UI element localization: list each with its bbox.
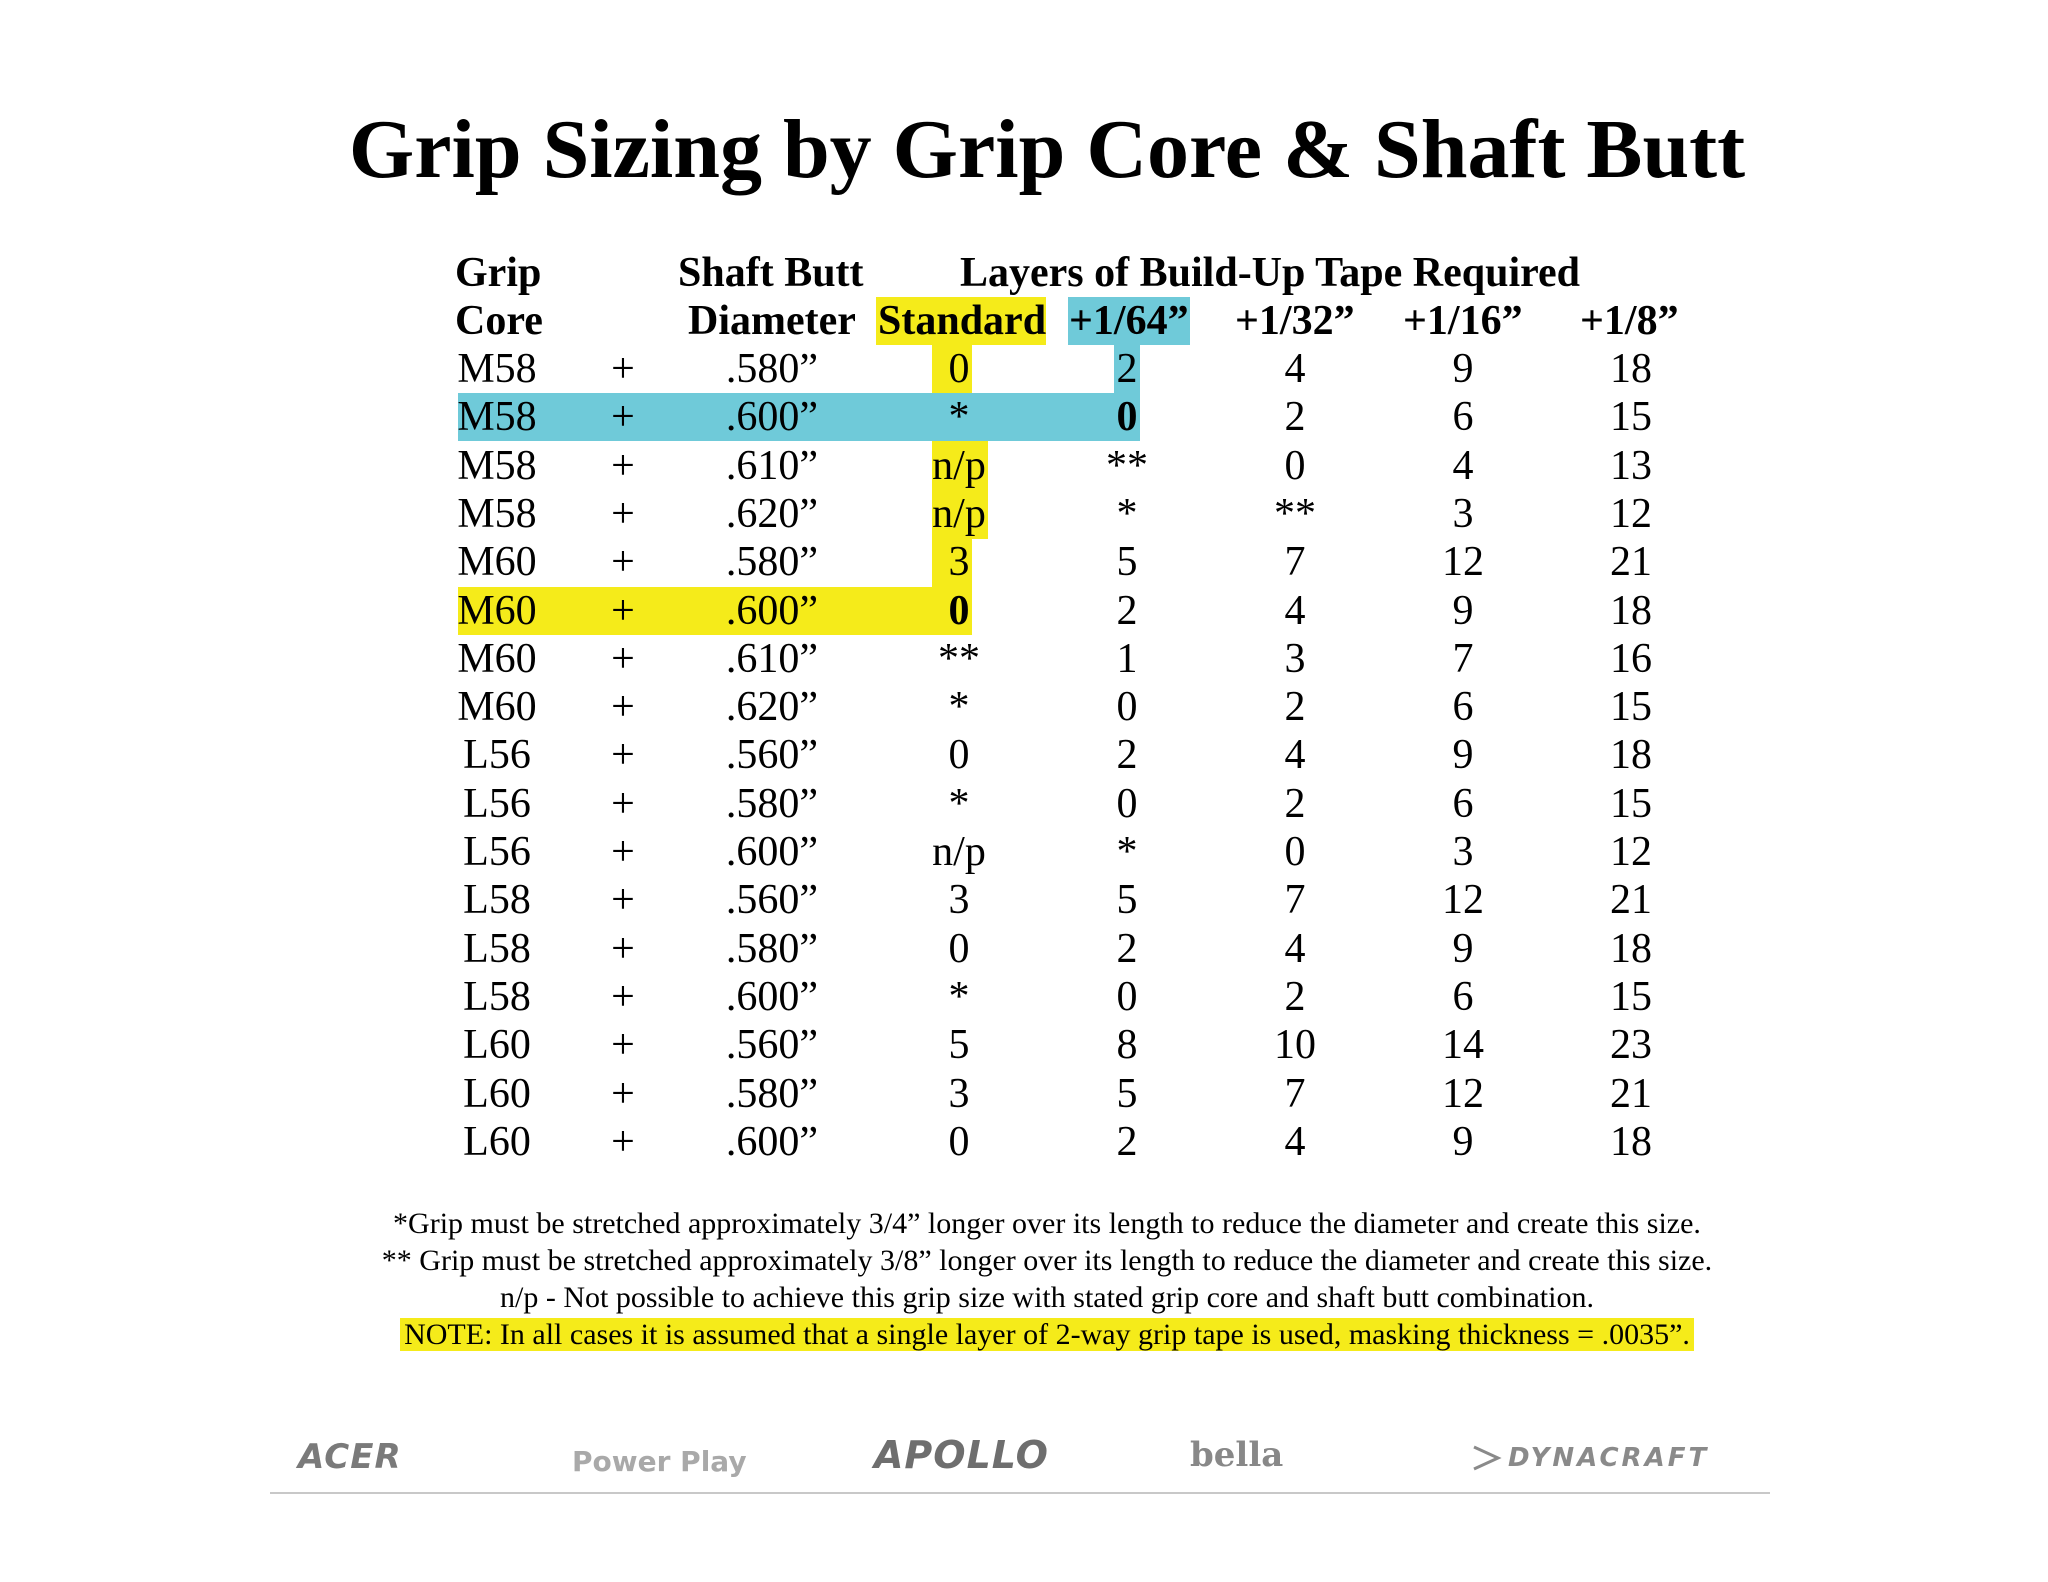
table-cell-s16: 14	[1442, 1022, 1484, 1068]
table-cell-std: n/p	[932, 829, 986, 875]
table-cell-butt: .600”	[725, 588, 819, 634]
table-cell-core: L56	[463, 781, 531, 827]
table-cell-std: *	[948, 684, 970, 730]
table-cell-s64: 2	[1116, 346, 1138, 392]
dynacraft-logo-text: DYNACRAFT	[1508, 1443, 1710, 1473]
table-cell-std: n/p	[932, 443, 986, 489]
table-cell-plus: +	[611, 926, 635, 972]
table-cell-butt: .580”	[725, 781, 819, 827]
table-cell-s16: 9	[1452, 732, 1474, 778]
table-cell-plus: +	[611, 1071, 635, 1117]
table-cell-s8: 15	[1610, 781, 1652, 827]
table-cell-s64: 2	[1116, 1119, 1138, 1165]
header-grip-core-line1: Grip	[455, 250, 542, 296]
table-cell-plus: +	[611, 1119, 635, 1165]
table-cell-s16: 9	[1452, 926, 1474, 972]
table-cell-s64: 0	[1116, 684, 1138, 730]
table-cell-s16: 6	[1452, 974, 1474, 1020]
table-cell-s16: 9	[1452, 588, 1474, 634]
footnote-note-text: NOTE: In all cases it is assumed that a single layer of 2-way grip tape is used, masking thickness = .0035”.	[400, 1318, 1694, 1351]
table-cell-s64: 2	[1116, 926, 1138, 972]
table-cell-plus: +	[611, 539, 635, 585]
table-cell-core: L60	[463, 1119, 531, 1165]
table-cell-plus: +	[611, 974, 635, 1020]
table-cell-core: M60	[457, 588, 537, 634]
table-cell-core: M58	[457, 491, 537, 537]
table-cell-s32: 4	[1284, 346, 1306, 392]
table-cell-plus: +	[611, 394, 635, 440]
table-cell-butt: .560”	[725, 1022, 819, 1068]
table-cell-s8: 18	[1610, 346, 1652, 392]
table-cell-std: 5	[948, 1022, 970, 1068]
table-cell-s32: 10	[1274, 1022, 1316, 1068]
table-cell-s64: **	[1106, 443, 1148, 489]
table-cell-s16: 4	[1452, 443, 1474, 489]
table-cell-butt: .620”	[725, 684, 819, 730]
header-shaft-butt-line2: Diameter	[688, 298, 856, 344]
table-cell-plus: +	[611, 829, 635, 875]
table-cell-s8: 15	[1610, 684, 1652, 730]
header-standard: Standard	[878, 298, 1047, 344]
table-cell-s64: 1	[1116, 636, 1138, 682]
table-cell-plus: +	[611, 491, 635, 537]
table-cell-std: **	[938, 636, 980, 682]
table-cell-s8: 15	[1610, 394, 1652, 440]
table-cell-s16: 12	[1442, 539, 1484, 585]
bella-logo: bella	[1190, 1435, 1284, 1475]
table-cell-s8: 18	[1610, 1119, 1652, 1165]
table-cell-s64: 5	[1116, 877, 1138, 923]
table-cell-butt: .580”	[725, 1071, 819, 1117]
table-cell-plus: +	[611, 443, 635, 489]
table-cell-s64: 0	[1116, 394, 1138, 440]
table-cell-s32: 4	[1284, 1119, 1306, 1165]
table-cell-s32: 0	[1284, 829, 1306, 875]
table-cell-std: *	[948, 394, 970, 440]
table-cell-butt: .600”	[725, 1119, 819, 1165]
table-cell-s8: 21	[1610, 539, 1652, 585]
table-cell-s16: 3	[1452, 829, 1474, 875]
table-cell-s64: 0	[1116, 974, 1138, 1020]
table-cell-s16: 6	[1452, 394, 1474, 440]
page-title: Grip Sizing by Grip Core & Shaft Butt	[348, 103, 1746, 196]
table-cell-s32: **	[1274, 491, 1316, 537]
footnote-note	[0, 1316, 2048, 1353]
table-cell-butt: .620”	[725, 491, 819, 537]
dynacraft-arrow-icon	[1470, 1441, 1504, 1475]
table-cell-s32: 4	[1284, 588, 1306, 634]
header-layers: Layers of Build-Up Tape Required	[960, 250, 1581, 296]
table-cell-core: M58	[457, 443, 537, 489]
table-cell-plus: +	[611, 877, 635, 923]
acer-logo: ACER	[298, 1437, 402, 1477]
power-play-logo: Power Play	[572, 1445, 747, 1478]
table-cell-plus: +	[611, 732, 635, 778]
table-cell-s16: 9	[1452, 346, 1474, 392]
table-cell-s8: 13	[1610, 443, 1652, 489]
table-cell-s8: 23	[1610, 1022, 1652, 1068]
table-cell-core: M60	[457, 636, 537, 682]
table-cell-s8: 15	[1610, 974, 1652, 1020]
table-cell-s32: 7	[1284, 877, 1306, 923]
table-cell-s64: 2	[1116, 588, 1138, 634]
table-cell-std: 3	[948, 877, 970, 923]
table-cell-core: M58	[457, 346, 537, 392]
table-cell-s64: *	[1116, 491, 1138, 537]
table-cell-std: 0	[948, 588, 970, 634]
table-cell-s8: 18	[1610, 926, 1652, 972]
header-plus-1-16: +1/16”	[1403, 298, 1523, 344]
table-cell-std: 0	[948, 732, 970, 778]
table-cell-s16: 7	[1452, 636, 1474, 682]
table-cell-butt: .580”	[725, 346, 819, 392]
table-cell-s8: 12	[1610, 829, 1652, 875]
apollo-logo: APOLLO	[874, 1433, 1049, 1477]
table-cell-std: 0	[948, 346, 970, 392]
table-cell-s8: 21	[1610, 1071, 1652, 1117]
table-cell-s64: *	[1116, 829, 1138, 875]
table-cell-butt: .600”	[725, 974, 819, 1020]
table-cell-plus: +	[611, 781, 635, 827]
table-cell-core: L60	[463, 1071, 531, 1117]
table-cell-std: 3	[948, 1071, 970, 1117]
table-cell-std: 0	[948, 926, 970, 972]
table-cell-std: 0	[948, 1119, 970, 1165]
table-cell-core: L58	[463, 974, 531, 1020]
table-cell-s8: 12	[1610, 491, 1652, 537]
table-cell-s64: 8	[1116, 1022, 1138, 1068]
table-cell-s32: 4	[1284, 926, 1306, 972]
table-cell-s16: 3	[1452, 491, 1474, 537]
table-cell-s8: 18	[1610, 732, 1652, 778]
table-cell-s32: 3	[1284, 636, 1306, 682]
table-cell-butt: .610”	[725, 636, 819, 682]
table-cell-s32: 7	[1284, 1071, 1306, 1117]
table-cell-butt: .560”	[725, 877, 819, 923]
footnote-star: *Grip must be stretched approximately 3/4” longer over its length to reduce the diameter and create this size.	[393, 1207, 1701, 1240]
table-cell-s16: 12	[1442, 877, 1484, 923]
table-cell-s64: 5	[1116, 1071, 1138, 1117]
table-cell-core: M60	[457, 684, 537, 730]
table-cell-s8: 21	[1610, 877, 1652, 923]
table-cell-s16: 6	[1452, 684, 1474, 730]
table-cell-butt: .600”	[725, 829, 819, 875]
table-cell-s64: 2	[1116, 732, 1138, 778]
table-cell-plus: +	[611, 588, 635, 634]
table-cell-butt: .600”	[725, 394, 819, 440]
table-cell-s16: 9	[1452, 1119, 1474, 1165]
table-cell-s64: 5	[1116, 539, 1138, 585]
footnote-np: n/p - Not possible to achieve this grip size with stated grip core and shaft butt combination.	[500, 1281, 1594, 1314]
table-cell-butt: .580”	[725, 926, 819, 972]
table-cell-std: *	[948, 974, 970, 1020]
table-cell-butt: .610”	[725, 443, 819, 489]
table-cell-s16: 6	[1452, 781, 1474, 827]
table-cell-core: M58	[457, 394, 537, 440]
table-cell-plus: +	[611, 636, 635, 682]
table-cell-s8: 18	[1610, 588, 1652, 634]
footnote-double-star: ** Grip must be stretched approximately 3/8” longer over its length to reduce the diameter and create this size.	[381, 1244, 1713, 1277]
table-cell-s32: 2	[1284, 394, 1306, 440]
table-cell-plus: +	[611, 346, 635, 392]
table-cell-core: L60	[463, 1022, 531, 1068]
table-cell-core: M60	[457, 539, 537, 585]
table-cell-s8: 16	[1610, 636, 1652, 682]
table-cell-s32: 4	[1284, 732, 1306, 778]
table-cell-std: *	[948, 781, 970, 827]
header-plus-1-8: +1/8”	[1580, 298, 1679, 344]
table-cell-std: 3	[948, 539, 970, 585]
dynacraft-logo	[1470, 1441, 1709, 1475]
table-cell-s64: 0	[1116, 781, 1138, 827]
table-cell-plus: +	[611, 1022, 635, 1068]
table-cell-core: L56	[463, 732, 531, 778]
table-cell-s32: 2	[1284, 684, 1306, 730]
logo-divider	[270, 1492, 1770, 1494]
table-cell-core: L58	[463, 926, 531, 972]
table-cell-s32: 2	[1284, 781, 1306, 827]
table-cell-s32: 0	[1284, 443, 1306, 489]
header-grip-core-line2: Core	[455, 298, 543, 344]
table-cell-core: L58	[463, 877, 531, 923]
table-cell-s32: 2	[1284, 974, 1306, 1020]
table-cell-plus: +	[611, 684, 635, 730]
header-shaft-butt-line1: Shaft Butt	[678, 250, 864, 296]
header-plus-1-32: +1/32”	[1235, 298, 1355, 344]
table-cell-core: L56	[463, 829, 531, 875]
header-plus-1-64: +1/64”	[1069, 298, 1189, 344]
table-cell-butt: .580”	[725, 539, 819, 585]
table-cell-butt: .560”	[725, 732, 819, 778]
table-cell-s32: 7	[1284, 539, 1306, 585]
table-cell-s16: 12	[1442, 1071, 1484, 1117]
table-cell-std: n/p	[932, 491, 986, 537]
